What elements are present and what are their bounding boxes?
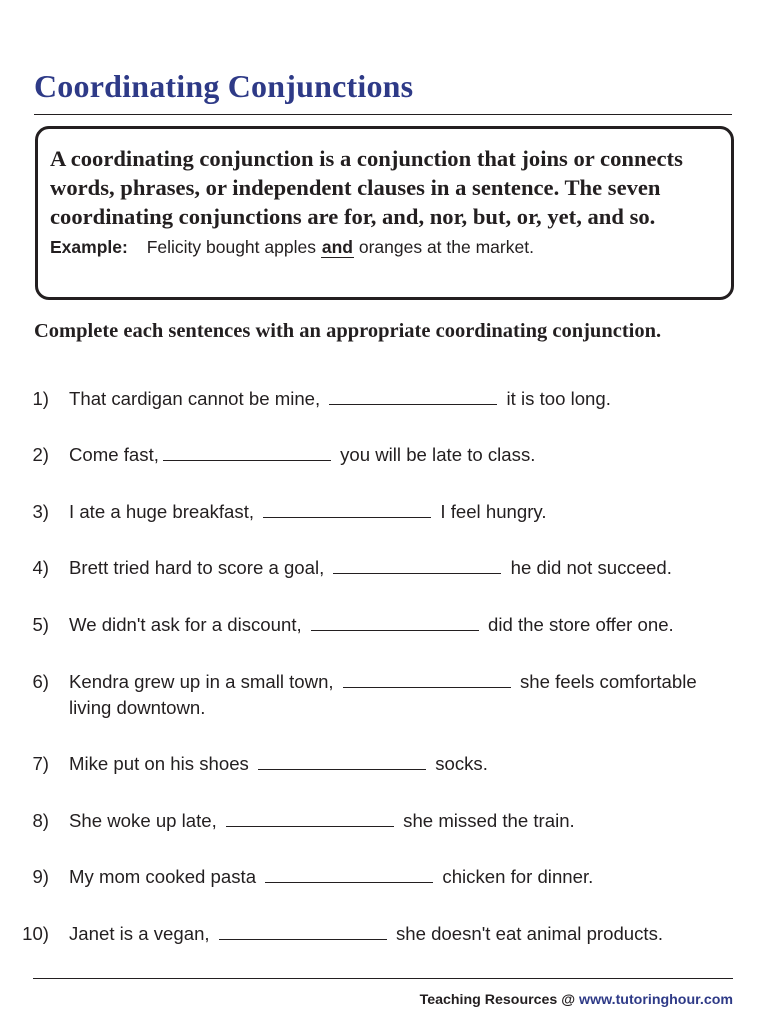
question-text-after: you will be late to class.	[340, 444, 536, 465]
question-text-before: Come fast,	[69, 444, 159, 465]
question-text-after: she feels comfortable living downtown.	[69, 671, 697, 718]
example-text-after: oranges at the market.	[358, 237, 534, 257]
question-text-before: We didn't ask for a discount,	[69, 614, 302, 635]
question-text	[69, 921, 739, 947]
definition-text: A coordinating conjunction is a conjunction that joins or connects words, phrases, or independent clauses in a sentence. The seven coordinating conjunctions are for, and, nor, but, or, yet, and so.	[50, 146, 683, 229]
instructions: Complete each sentences with an appropriate coordinating conjunction.	[34, 320, 662, 342]
question-text-after: did the store offer one.	[488, 614, 674, 635]
question-text-after: I feel hungry.	[440, 501, 547, 522]
question-text-before: My mom cooked pasta	[69, 866, 257, 887]
answer-blank[interactable]	[343, 669, 511, 688]
question-text	[69, 612, 739, 638]
answer-blank[interactable]	[226, 808, 394, 827]
question-text-after: she doesn't eat animal products.	[395, 923, 664, 944]
question-text-after: it is too long.	[506, 388, 611, 409]
question-number: 10)	[22, 923, 49, 944]
question-text	[69, 386, 739, 412]
question-text	[69, 555, 739, 581]
question-text-before: Janet is a vegan,	[69, 923, 210, 944]
question-text-before: That cardigan cannot be mine,	[69, 388, 321, 409]
footer-divider	[33, 978, 733, 979]
answer-blank[interactable]	[311, 612, 479, 631]
question-number: 6)	[32, 671, 49, 692]
question-text-before: She woke up late,	[69, 810, 217, 831]
question-text-after: she missed the train.	[403, 810, 575, 831]
question-text	[69, 751, 739, 777]
question-text	[69, 669, 724, 721]
footer-link[interactable]: www.tutoringhour.com	[579, 992, 733, 1008]
question-text-before: Brett tried hard to score a goal,	[69, 557, 325, 578]
question-number: 9)	[32, 866, 49, 887]
question-text	[69, 864, 739, 890]
footer	[420, 992, 733, 1008]
answer-blank[interactable]	[329, 386, 497, 405]
question-text-after: socks.	[435, 753, 488, 774]
example-conjunction: and	[321, 237, 353, 257]
question-number: 3)	[32, 501, 49, 522]
answer-blank[interactable]	[265, 864, 433, 883]
answer-blank[interactable]	[263, 499, 431, 518]
page-title: Coordinating Conjunctions	[34, 68, 414, 104]
footer-label: Teaching Resources @	[419, 992, 576, 1008]
question-text-before: I ate a huge breakfast,	[69, 501, 255, 522]
question-number: 8)	[32, 810, 49, 831]
question-text-before: Mike put on his shoes	[69, 753, 249, 774]
question-text	[69, 499, 739, 525]
answer-blank[interactable]	[219, 921, 387, 940]
question-text	[69, 442, 739, 468]
answer-blank[interactable]	[258, 751, 426, 770]
definition-box	[35, 126, 734, 300]
question-number: 7)	[32, 753, 49, 774]
question-number: 4)	[32, 557, 49, 578]
question-text	[69, 808, 739, 834]
answer-blank[interactable]	[333, 555, 501, 574]
question-number: 5)	[32, 614, 49, 635]
example-line	[50, 235, 731, 259]
question-text-before: Kendra grew up in a small town,	[69, 671, 334, 692]
example-label: Example:	[50, 237, 128, 257]
question-number: 2)	[32, 444, 49, 465]
example-text-before: Felicity bought apples	[146, 237, 316, 257]
question-text-after: he did not succeed.	[510, 557, 672, 578]
question-number: 1)	[32, 388, 49, 409]
question-text-after: chicken for dinner.	[442, 866, 594, 887]
title-divider	[34, 114, 732, 115]
answer-blank[interactable]	[163, 442, 331, 461]
